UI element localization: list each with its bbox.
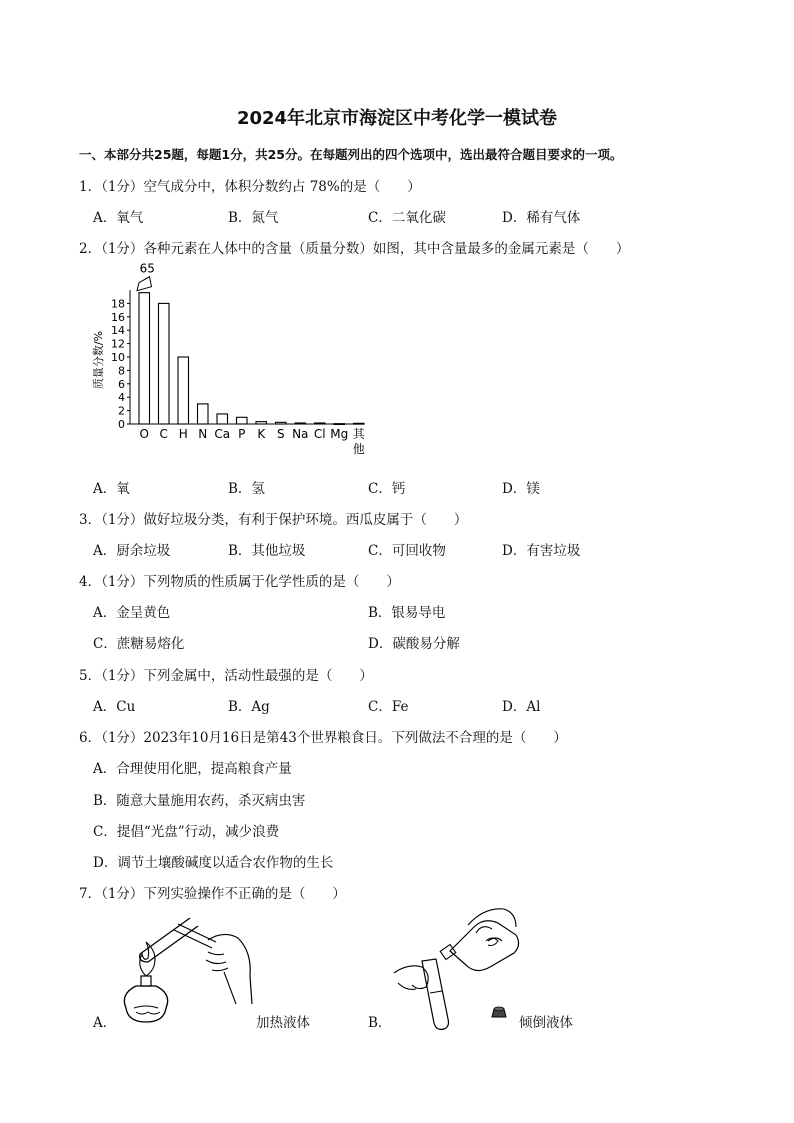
q1-option-c[interactable]: C．二氧化碳 (368, 210, 446, 226)
q6-option-c[interactable]: C．提倡“光盘”行动，减少浪费 (93, 824, 280, 840)
q3-option-a[interactable]: A．厨余垃圾 (93, 543, 171, 559)
x-tick-label: C (159, 427, 168, 441)
x-tick-label: 他 (352, 442, 365, 456)
y-tick-label: 18 (111, 297, 125, 311)
y-tick-label: 4 (118, 391, 125, 405)
bar-Mg (334, 424, 345, 425)
q4-option-d[interactable]: D．碳酸易分解 (368, 636, 460, 652)
q3-option-c[interactable]: C．可回收物 (368, 543, 446, 559)
q1-option-b[interactable]: B．氮气 (228, 210, 279, 226)
element-content-bar-chart (88, 262, 378, 472)
q6-option-b[interactable]: B．随意大量施用农药，杀灭病虫害 (93, 793, 306, 809)
pouring-liquid-illustration (392, 905, 522, 1035)
y-tick-label: 12 (111, 337, 125, 351)
q4-option-a[interactable]: A．金呈黄色 (93, 605, 171, 621)
y-tick-label: 2 (118, 404, 125, 418)
section-heading: 一、本部分共25题，每题1分，共25分。在每题列出的四个选项中，选出最符合题目要求的一项。 (79, 147, 623, 162)
bar-其他 (354, 423, 365, 424)
bar-C (159, 303, 170, 424)
bar-Na (295, 423, 306, 424)
q2-option-d[interactable]: D．镁 (502, 481, 540, 497)
y-tick-label: 0 (118, 418, 125, 431)
q7-caption-a: 加热液体 (256, 1015, 310, 1031)
q7-option-a[interactable]: A． (93, 1015, 117, 1031)
q4-option-b[interactable]: B．银易导电 (368, 605, 446, 621)
heating-liquid-illustration (112, 912, 257, 1032)
x-tick-label: 其 (352, 427, 365, 441)
x-tick-label: Ca (214, 427, 231, 441)
question-4-stem: 4．（1分）下列物质的性质属于化学性质的是（ ） (79, 574, 400, 590)
x-tick-label: Na (292, 427, 309, 441)
y-tick-label: 14 (111, 324, 125, 338)
q1-option-a[interactable]: A．氧气 (93, 210, 144, 226)
bar-O (139, 293, 150, 424)
x-tick-label: P (238, 427, 246, 441)
chart-y-axis-label: 质量分数/% (92, 330, 105, 390)
y-tick-label: 6 (118, 377, 125, 391)
x-tick-label: H (178, 427, 188, 441)
bar-value-label: 65 (139, 262, 155, 276)
q4-option-c[interactable]: C．蔗糖易熔化 (93, 636, 185, 652)
bar-Ca (217, 414, 228, 424)
x-tick-label: S (276, 427, 285, 441)
y-tick-label: 8 (118, 364, 125, 378)
bar-K (256, 422, 267, 424)
question-1-stem: 1．（1分）空气成分中，体积分数约占 78%的是（ ） (79, 179, 421, 195)
q5-option-b[interactable]: B．Ag (228, 699, 270, 715)
x-tick-label: Mg (330, 427, 349, 441)
bar-H (178, 357, 189, 424)
q2-option-b[interactable]: B．氢 (228, 481, 265, 497)
q5-option-a[interactable]: A．Cu (93, 699, 136, 715)
axis-break-marker (137, 277, 152, 291)
q2-option-a[interactable]: A．氧 (93, 481, 130, 497)
bar-S (276, 422, 287, 424)
page-title: 2024年北京市海淀区中考化学一模试卷 (236, 108, 558, 129)
x-tick-label: N (198, 427, 208, 441)
question-6-stem: 6．（1分）2023年10月16日是第43个世界粮食日。下列做法不合理的是（ ） (79, 730, 567, 746)
q2-option-c[interactable]: C．钙 (368, 481, 406, 497)
x-tick-label: Cl (313, 427, 326, 441)
q1-option-d[interactable]: D．稀有气体 (502, 210, 581, 226)
q6-option-d[interactable]: D．调节土壤酸碱度以适合农作物的生长 (93, 855, 334, 871)
bar-N (198, 404, 209, 424)
q7-caption-b: 倾倒液体 (519, 1015, 573, 1031)
y-tick-label: 16 (111, 310, 125, 324)
bar-P (237, 417, 248, 424)
question-5-stem: 5．（1分）下列金属中，活动性最强的是（ ） (79, 668, 373, 684)
question-3-stem: 3．（1分）做好垃圾分类，有利于保护环境。西瓜皮属于（ ） (79, 512, 468, 528)
q3-option-b[interactable]: B．其他垃圾 (228, 543, 306, 559)
x-tick-label: O (139, 427, 149, 441)
bar-Cl (315, 423, 326, 424)
question-7-stem: 7．（1分）下列实验操作不正确的是（ ） (79, 886, 346, 902)
q3-option-d[interactable]: D．有害垃圾 (502, 543, 581, 559)
q5-option-d[interactable]: D．Al (502, 699, 541, 715)
x-tick-label: K (257, 427, 266, 441)
q7-option-b[interactable]: B． (368, 1015, 392, 1031)
q5-option-c[interactable]: C．Fe (368, 699, 409, 715)
q6-option-a[interactable]: A．合理使用化肥，提高粮食产量 (93, 761, 292, 777)
question-2-stem: 2．（1分）各种元素在人体中的含量（质量分数）如图，其中含量最多的金属元素是（ ） (79, 241, 630, 257)
y-tick-label: 10 (111, 351, 125, 364)
